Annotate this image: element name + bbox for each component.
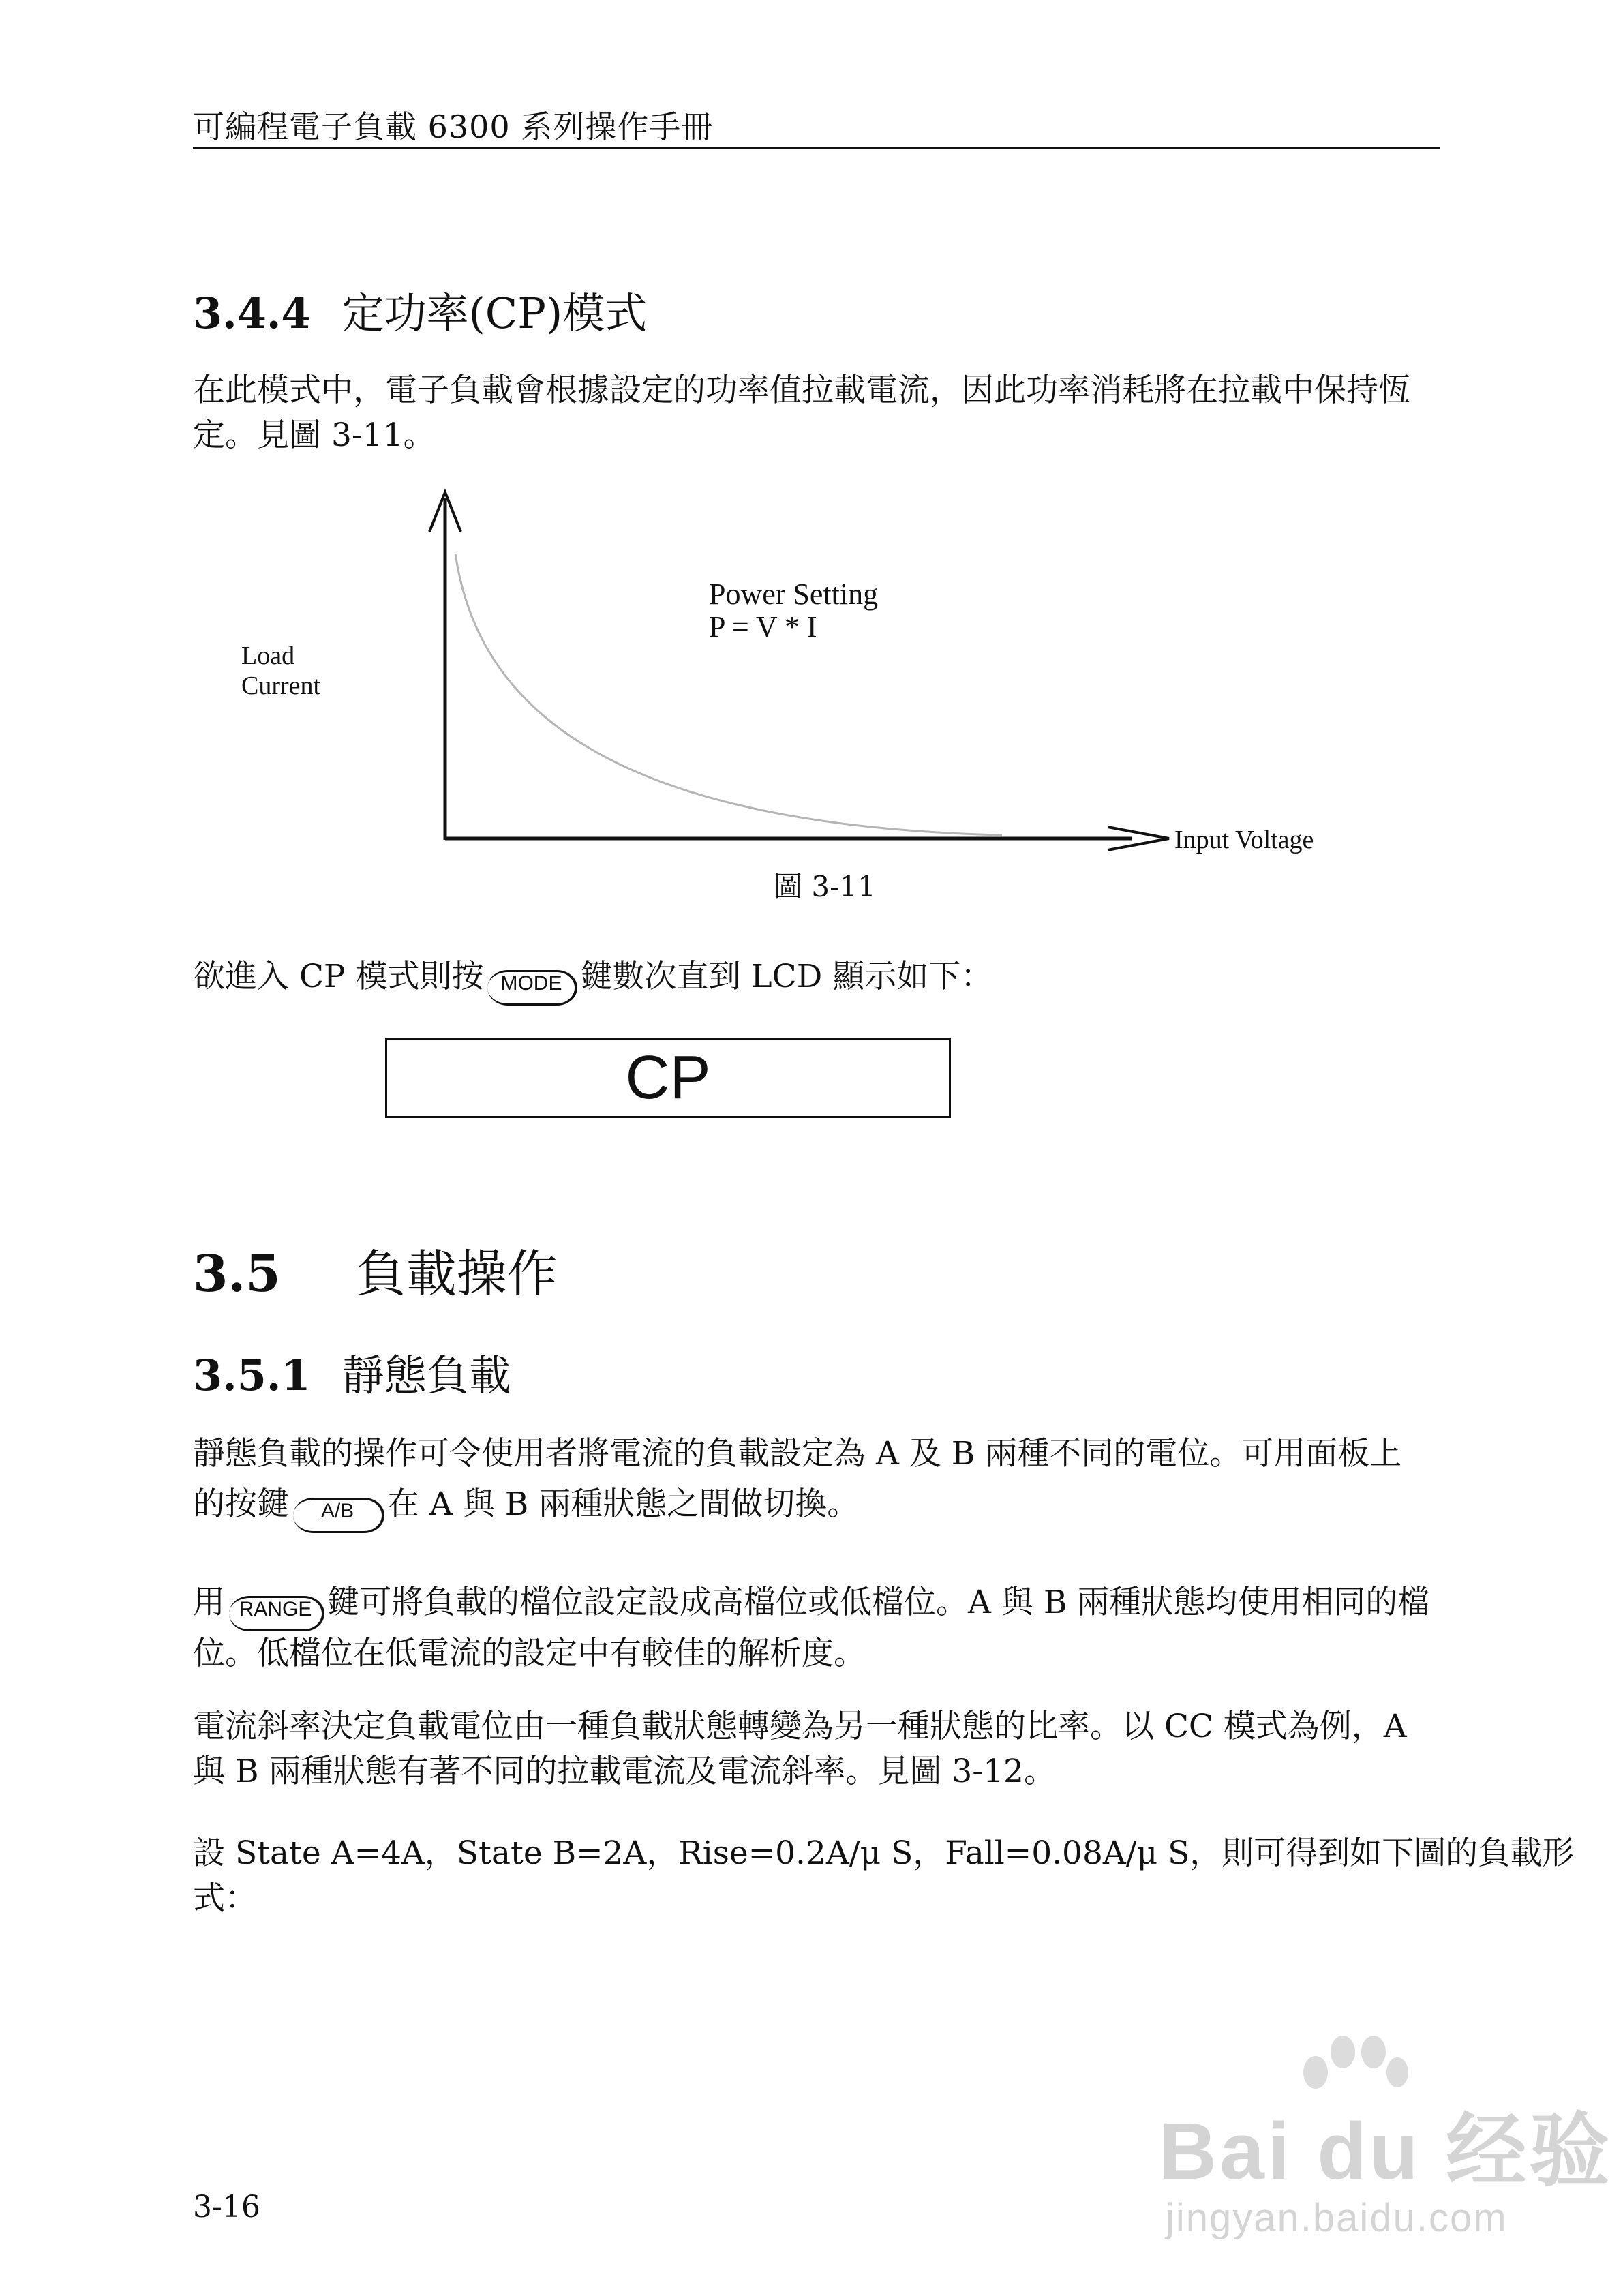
page-number: 3-16 [193,2190,260,2224]
paragraph-line: 電流斜率決定負載電位由一種負載狀態轉變為另一種狀態的比率。以 CC 模式為例，A [193,1708,1407,1745]
paragraph-line [193,1580,1440,1631]
paragraph-text: 用 [193,1584,225,1621]
running-header: 可編程電子負載 6300 系列操作手冊 [193,108,714,145]
section-number: 3.5 [193,1245,281,1303]
section-heading-3-5-1 [193,1342,511,1402]
paragraph-text: 在 A 與 B 兩種狀態之間做切換。 [387,1485,860,1523]
paragraph-line: 靜態負載的操作可令使用者將電流的負載設定為 A 及 B 兩種不同的電位。可用面板上 [193,1435,1402,1472]
cp-instruction [193,954,1440,1006]
section-heading-3-5 [193,1234,558,1306]
paragraph-line: 在此模式中，電子負載會根據設定的功率值拉載電流，因此功率消耗將在拉載中保持恆 [193,372,1410,409]
section-title: 定功率(CP)模式 [342,288,648,338]
figure-3-11 [0,0,1623,913]
paragraph-line: 設 State A=4A，State B=2A，Rise=0.2A/μ S，Fall=0.08A/μ S，則可得到如下圖的負載形 [193,1834,1575,1872]
instruction-text: 鍵數次直到 LCD 顯示如下： [580,958,993,995]
range-key-icon: RANGE [229,1596,324,1631]
paragraph-slew-rate [193,1704,1440,1794]
paragraph-line: 位。低檔位在低電流的設定中有較佳的解析度。 [193,1635,866,1672]
paragraph-text: 的按鍵 [193,1485,289,1523]
figure-caption: 圖 3-11 [774,870,876,903]
paragraph-range [193,1580,1440,1676]
power-setting-annotation [709,578,878,644]
mode-key-icon: MODE [487,970,577,1006]
section-number: 3.4.4 [193,288,311,338]
paw-icon [1288,2031,1411,2106]
section-title: 靜態負載 [342,1350,511,1400]
annotation-line: P = V * I [709,610,817,644]
paragraph-example [193,1831,1575,1921]
ab-key-icon: A/B [293,1498,384,1533]
watermark-url: jingyan.baidu.com [1166,2196,1508,2240]
section-title: 負載操作 [355,1245,558,1303]
instruction-text: 欲進入 CP 模式則按 [193,958,484,995]
paragraph-line: 與 B 兩種狀態有著不同的拉載電流及電流斜率。見圖 3-12。 [193,1753,1056,1790]
paragraph-line [193,1482,1440,1533]
paragraph-line: 式： [193,1879,257,1917]
paragraph-line [193,954,1440,1006]
y-axis-label [241,641,320,701]
paragraph-static-load [193,1432,1440,1533]
section-number: 3.5.1 [193,1350,311,1400]
watermark-logo: Bai du 经验 [1159,2106,1613,2196]
annotation-line: Power Setting [709,577,879,611]
y-axis-label-line: Current [241,671,321,700]
paragraph-text: 鍵可將負載的檔位設定設成高檔位或低檔位。A 與 B 兩種狀態均使用相同的檔 [327,1584,1430,1621]
paragraph-line: 定。見圖 3-11。 [193,417,436,454]
lcd-display: CP [385,1038,951,1118]
y-axis-label-line: Load [241,641,295,670]
x-axis-label: Input Voltage [1174,826,1314,854]
